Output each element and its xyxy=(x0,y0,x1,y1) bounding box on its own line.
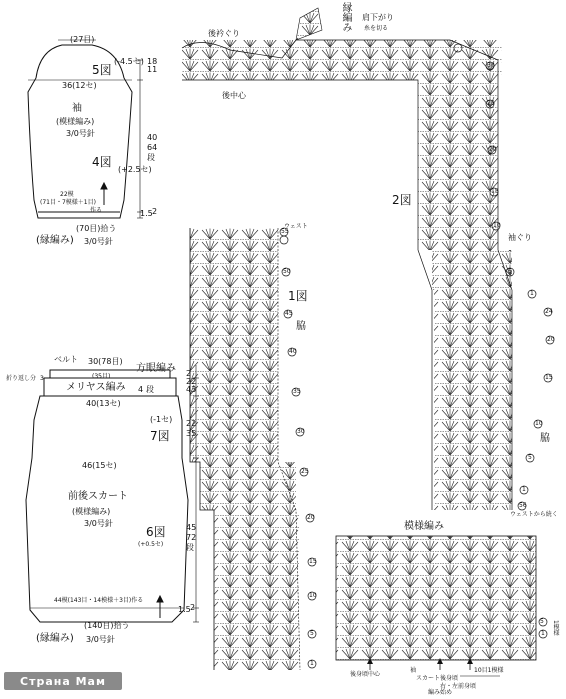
skirt-meriyasu-rows: 4 xyxy=(138,385,144,394)
skirt-hip-width: 46(15セ) xyxy=(82,461,117,470)
skirt-belt-width: 30(78目) xyxy=(88,357,123,366)
chart2-row-30: 30 xyxy=(487,62,495,69)
chart2-neck: 後衿ぐり xyxy=(208,29,240,38)
chart2-row-5b: 5 xyxy=(528,454,532,461)
pattern-body: 後身頃 xyxy=(440,675,459,682)
pattern-rep-label: 1模様 xyxy=(552,620,559,636)
sleeve-title: 袖 xyxy=(72,103,82,114)
chart2-row-20: 20 xyxy=(489,146,497,153)
chart2-row-20b: 20 xyxy=(547,336,555,343)
chart1-row-20: 20 xyxy=(307,514,315,521)
chart2-row-1b: 1 xyxy=(522,486,526,493)
skirt-meriyasu: メリヤス編み xyxy=(66,382,126,393)
sleeve-top-width: (27目) xyxy=(70,35,95,44)
skirt-section-7: 7図 xyxy=(150,429,170,443)
skirt-edge: (縁編み) xyxy=(36,633,74,644)
chart1-row-35: 35 xyxy=(293,388,301,395)
skirt-edge-needle: 3/0号針 xyxy=(86,635,115,644)
pattern-skirt: スカート xyxy=(416,675,441,682)
chart1-row-50: 50 xyxy=(283,268,291,275)
skirt-section-6: 6図 xyxy=(146,525,166,539)
skirt-square-stitch: 方眼編み xyxy=(136,363,176,374)
chart2-continue: ウェストから続く xyxy=(510,511,558,518)
pattern-start: 編み始め xyxy=(428,689,453,696)
skirt-dim-22: 22 xyxy=(186,419,197,428)
skirt-dim-22a: 22 xyxy=(186,377,197,386)
pattern-swatch xyxy=(336,536,536,676)
chart1-row-25: 25 xyxy=(301,468,309,475)
chart2-shoulder-label: 糸を切る xyxy=(364,25,389,32)
skirt-belt: ベルト xyxy=(54,355,78,364)
skirt-fold-num: 3 xyxy=(40,375,44,382)
chart2-sleeve-hole: 袖ぐり xyxy=(508,233,532,242)
skirt-dim-2: 2 xyxy=(190,603,196,612)
chart2-shoulder: 肩下がり xyxy=(362,13,394,22)
skirt-dim-15: 1.5 xyxy=(178,605,191,614)
chart-1-stitches xyxy=(190,228,300,670)
sleeve-cast-on-suffix: 作る xyxy=(90,207,103,214)
skirt-dim-35: 35 xyxy=(186,429,197,438)
skirt-pattern: (模様編み) xyxy=(72,507,111,516)
sleeve-dim-40: 40 xyxy=(147,133,158,142)
chart1-row-45: 45 xyxy=(285,310,293,317)
skirt-dim-72: 72 xyxy=(186,533,197,542)
sleeve-dim-unit: 段 xyxy=(147,153,155,162)
skirt-waist-width: 40(13セ) xyxy=(86,399,121,408)
skirt-fold: 折り返し分 xyxy=(6,375,37,382)
pattern-row-1: 1 xyxy=(541,630,545,637)
sleeve-bust-width: 36(12セ) xyxy=(62,81,97,90)
skirt-meriyasu-count: (35目) xyxy=(92,373,111,380)
sleeve-increase: (+2.5セ) xyxy=(118,165,152,174)
chart1-waist: ウェスト xyxy=(284,223,308,230)
skirt-decrease: (-1セ) xyxy=(150,415,173,424)
pattern-center-back: 後身頃中心 xyxy=(350,671,381,678)
skirt-cast-on: 44模(143目・14模様＋3目)作る xyxy=(54,597,144,604)
sleeve-dim-18: 18 xyxy=(147,57,158,66)
chart2-center: 後中心 xyxy=(222,91,246,100)
chart1-row-10: 10 xyxy=(309,592,317,599)
site-watermark: Страна Мам xyxy=(4,672,122,690)
chart2-side: 脇 xyxy=(540,433,550,444)
sleeve-section-5: 5図 xyxy=(92,63,112,77)
chart2-row-15: 15 xyxy=(491,188,499,195)
chart2-section: 2図 xyxy=(392,193,412,207)
skirt-hem: (140目)拾う xyxy=(84,621,130,630)
sleeve-edge: (縁編み) xyxy=(36,235,74,246)
skirt-title: 前後スカート xyxy=(68,491,128,502)
skirt-increase: (+0.5セ) xyxy=(138,541,164,548)
chart2-row-24: 24 xyxy=(545,308,553,315)
pattern-row-5: 5 xyxy=(540,618,544,625)
skirt-dim-unit: 段 xyxy=(186,543,194,552)
chart1-row-15: 15 xyxy=(309,558,317,565)
sleeve-cast-on-detail: (71目・7模様＋1目) xyxy=(40,199,96,206)
pattern-repeat: 10目1模様 xyxy=(474,667,504,674)
chart1-row-1: 1 xyxy=(310,660,314,667)
chart2-row-1: 1 xyxy=(530,290,534,297)
chart2-row-25: 25 xyxy=(487,100,495,107)
skirt-needle: 3/0号針 xyxy=(84,519,113,528)
chart1-side: 脇 xyxy=(296,321,306,332)
pattern-sleeve: 袖 xyxy=(410,667,417,674)
chart2-row-15b: 15 xyxy=(545,374,553,381)
sleeve-pattern: (模様編み) xyxy=(56,117,95,126)
chart1-row-40: 40 xyxy=(289,348,297,355)
chart1-row-55: 55 xyxy=(281,228,289,235)
skirt-dim-43: 43 xyxy=(186,385,197,394)
sleeve-cap-decrease: (-4.5セ) xyxy=(114,57,144,66)
chart1-section: 1図 xyxy=(288,289,308,303)
pattern-body-right: 右・左前身頃 xyxy=(440,683,477,690)
sleeve-dim-2: 2 xyxy=(152,207,158,216)
chart1-row-5: 5 xyxy=(310,630,314,637)
sleeve-edge-needle: 3/0号針 xyxy=(84,237,113,246)
chart2-row-56: 56 xyxy=(519,502,527,509)
chart1-row-30: 30 xyxy=(297,428,305,435)
chart2-row-5: 5 xyxy=(508,268,512,275)
skirt-meriyasu-unit: 段 xyxy=(146,385,154,394)
sleeve-dim-11: 11 xyxy=(147,65,158,74)
skirt-dim-2a: 2 xyxy=(186,369,192,378)
sleeve-cast-on: 22模 xyxy=(60,191,74,198)
chart2-row-10b: 10 xyxy=(535,420,543,427)
sleeve-section-4: 4図 xyxy=(92,155,112,169)
sleeve-cuff-width: (70目)拾う xyxy=(76,224,117,233)
sleeve-dim-64: 64 xyxy=(147,143,158,152)
sleeve-dim-15: 1.5 xyxy=(140,209,153,218)
sleeve-needle: 3/0号針 xyxy=(66,129,95,138)
chart2-edge: 縁編み xyxy=(340,2,351,32)
chart2-row-10: 10 xyxy=(493,222,501,229)
pattern-title: 模様編み xyxy=(404,521,444,532)
skirt-dim-45: 45 xyxy=(186,523,197,532)
